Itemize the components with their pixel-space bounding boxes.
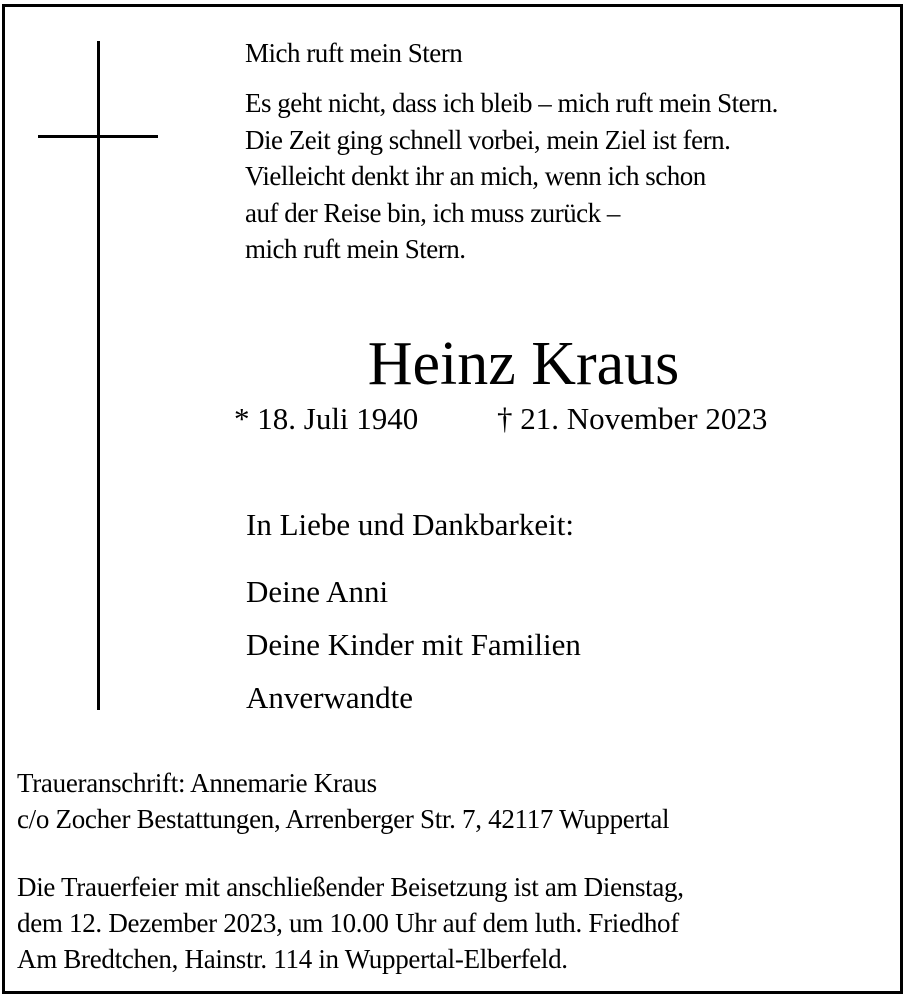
funeral-line: dem 12. Dezember 2023, um 10.00 Uhr auf dem luth. Friedhof	[17, 908, 679, 938]
death-date: † 21. November 2023	[497, 401, 768, 436]
cross-icon-horizontal	[38, 135, 158, 138]
life-dates	[234, 401, 768, 437]
poem-line: Vielleicht denkt ihr an mich, wenn ich schon	[245, 161, 706, 191]
mourner: Deine Anni	[246, 574, 389, 609]
mourners-list	[246, 565, 581, 724]
poem-title: Mich ruft mein Stern	[245, 38, 463, 68]
mourner: Anverwandte	[246, 680, 413, 715]
mourning-address	[17, 765, 669, 837]
birth-date: * 18. Juli 1940	[234, 401, 419, 436]
obituary-notice	[2, 4, 903, 994]
address-line: c/o Zocher Bestattungen, Arrenberger Str. 7, 42117 Wuppertal	[17, 804, 670, 834]
mourner: Deine Kinder mit Familien	[246, 627, 581, 662]
poem-line: auf der Reise bin, ich muss zurück –	[245, 197, 620, 228]
deceased-name: Heinz Kraus	[367, 330, 680, 398]
poem-line: Es geht nicht, dass ich bleib – mich ruft mein Stern.	[245, 88, 778, 118]
poem-body	[245, 85, 778, 268]
funeral-info	[17, 869, 684, 977]
funeral-line: Am Bredtchen, Hainstr. 114 in Wuppertal-Elberfeld.	[17, 944, 568, 974]
mourners-intro: In Liebe und Dankbarkeit:	[246, 507, 574, 542]
funeral-line: Die Trauerfeier mit anschließender Beisetzung ist am Dienstag,	[17, 872, 684, 902]
address-line: Traueranschrift: Annemarie Kraus	[17, 768, 377, 798]
poem-line: Die Zeit ging schnell vorbei, mein Ziel ist fern.	[245, 124, 731, 155]
poem-line: mich ruft mein Stern.	[245, 234, 466, 264]
